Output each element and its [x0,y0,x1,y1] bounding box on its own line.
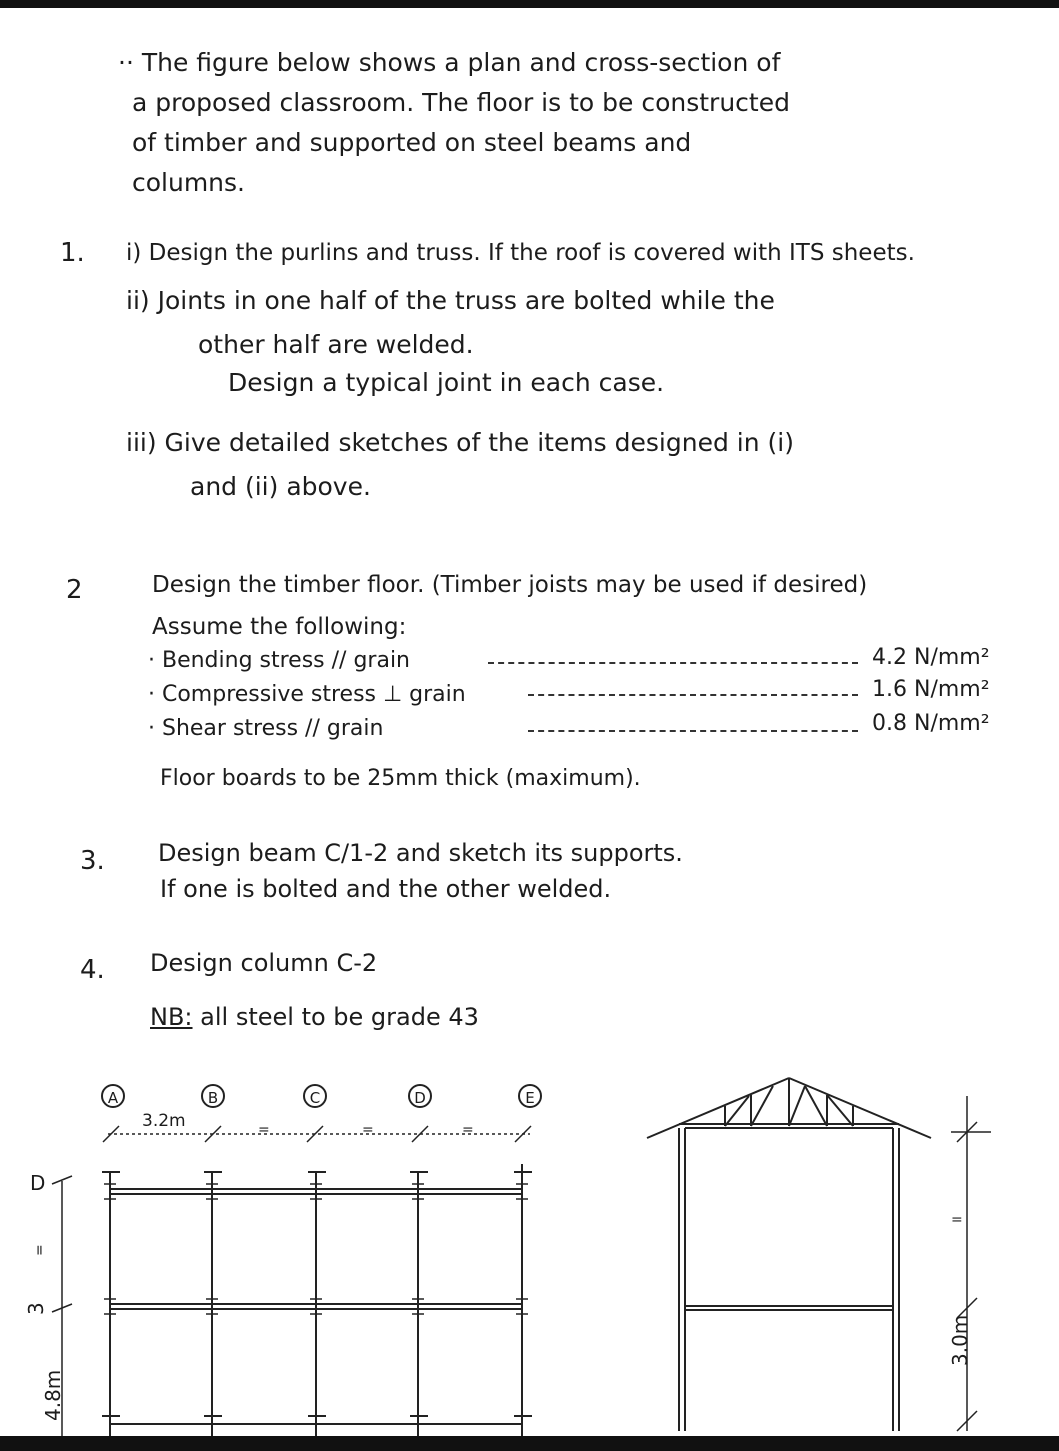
q2-param-label: · Compressive stress ⊥ grain [148,682,466,707]
grid-bubble-e [519,1085,541,1107]
intro-line-3: of timber and supported on steel beams and [132,128,692,157]
q1-part-iii-line-1: iii) Give detailed sketches of the items designed in (i) [126,428,794,457]
roof-truss [647,1078,931,1138]
q1-number: 1. [60,238,85,268]
row-label-3: 3 [24,1302,48,1315]
row-label-d: D [30,1171,46,1195]
q1-part-ii-line-2: other half are welded. [198,330,474,359]
leader-line [528,730,858,732]
nb-label: NB: [150,1003,193,1031]
svg-text:C: C [309,1089,321,1107]
svg-text:D: D [414,1089,426,1107]
plan-drawing [0,1076,600,1436]
q2-param-value: 4.2 N/mm² [872,645,990,670]
q2-floor-boards: Floor boards to be 25mm thick (maximum). [160,766,641,791]
leader-line [488,662,858,664]
q2-param-value: 1.6 N/mm² [872,677,990,702]
q1-part-ii-line-3: Design a typical joint in each case. [228,368,665,397]
svg-text:E: E [525,1089,535,1107]
q4-nb [150,1002,479,1032]
q3-number: 3. [80,846,105,876]
q2-line-1: Design the timber floor. (Timber joists may be used if desired) [152,572,868,598]
section-height-dimension [951,1096,991,1431]
bottom-border [0,1436,1059,1451]
intro-line-2: a proposed classroom. The floor is to be constructed [132,88,790,117]
svg-text:B: B [207,1089,219,1107]
intro-line-4: columns. [132,168,246,197]
svg-text:A: A [107,1089,119,1107]
plan-side-dimension-label: 4.8m [41,1369,65,1421]
q2-number: 2 [66,575,83,605]
section-walls [679,1128,899,1431]
section-drawing [639,1076,1059,1436]
q1-part-ii-line-1: ii) Joints in one half of the truss are bolted while the [126,286,775,315]
plan-columns [102,1164,532,1436]
grid-bubble-d [409,1085,431,1107]
top-border [0,0,1059,8]
q2-param-label: · Bending stress // grain [148,648,411,673]
intro-line-1: ·· The figure below shows a plan and cross-section of [118,48,781,77]
nb-text: all steel to be grade 43 [200,1003,479,1031]
equal-mark: = [462,1122,474,1138]
q4-number: 4. [80,955,105,985]
grid-bubble-b [202,1085,224,1107]
q4-line-1: Design column C-2 [150,949,378,977]
q2-param-label: · Shear stress // grain [148,716,384,741]
q3-line-2: If one is bolted and the other welded. [160,875,612,903]
q1-part-iii-line-2: and (ii) above. [190,472,371,501]
section-height-label: 3.0m [948,1314,972,1366]
grid-bubble-a [102,1085,124,1107]
grid-bubble-c [304,1085,326,1107]
section-equal-mark: = [951,1212,963,1228]
q2-param-value: 0.8 N/mm² [872,711,990,736]
equal-mark: = [362,1122,374,1138]
row-equal-mark: = [32,1244,48,1256]
q2-assume: Assume the following: [152,614,407,640]
equal-mark: = [258,1122,270,1138]
leader-line [528,694,858,696]
plan-spacing-label: 3.2m [142,1111,186,1131]
q3-line-1: Design beam C/1-2 and sketch its supports. [158,839,683,867]
q1-part-i: i) Design the purlins and truss. If the roof is covered with ITS sheets. [126,240,915,266]
